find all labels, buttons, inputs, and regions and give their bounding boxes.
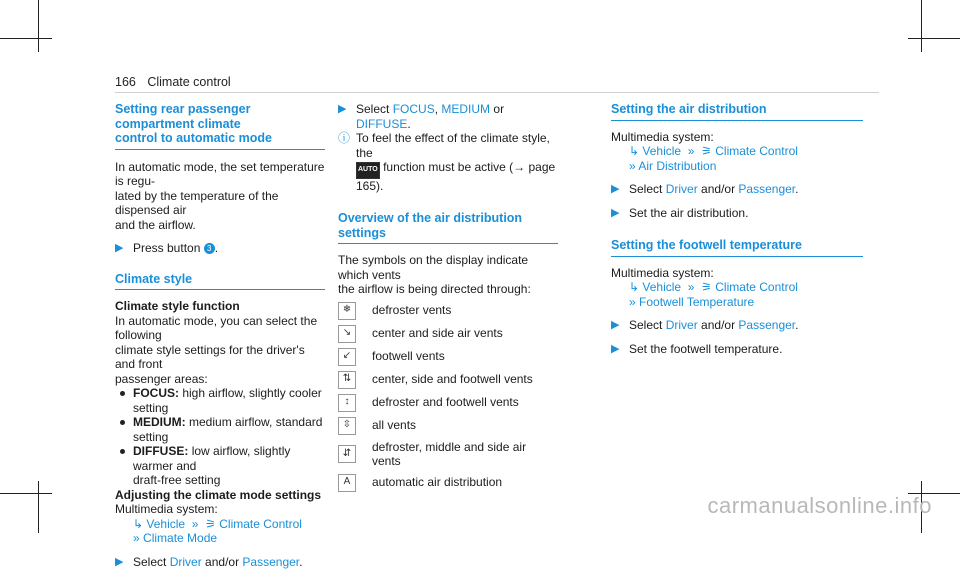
- header-rule: [115, 92, 879, 93]
- nav-path: » Footwell Temperature: [611, 295, 863, 310]
- symbol-row: ↘ center and side air vents: [338, 325, 558, 343]
- defrost-vents-icon: ❄: [338, 302, 356, 320]
- step-select: ▶ Select Driver and/or Passenger.: [611, 182, 863, 197]
- climate-icon: ⚞: [701, 144, 712, 158]
- column-left: Setting rear passenger compartment climate control to automatic mode In automatic mode, the set temperature is regu- lated by the temperature of the dispensed air and the airflow. ▶ Press button 3 . Climate style Climate style function In automatic mode, you can select the following climate style settings for the driver's and front passenger areas: FOCUS: high airflow, slightly cooler setting MEDIUM: medium airflow, standard setting DIFFUSE: low airflow, slightly warmer and draft-free setting Adjusting the climate mode settings Multimedia system: ↳ Vehicle » ⚞ Climate Control » Climate Mode ▶ Select Driver and/or Passenger.: [115, 102, 325, 569]
- crop-mark: [38, 0, 39, 52]
- symbol-row: ⇅ center, side and footwell vents: [338, 371, 558, 389]
- step-select-style: ▶ Select FOCUS, MEDIUM or DIFFUSE.: [338, 102, 558, 131]
- section-heading-climate-style: Climate style: [115, 272, 325, 291]
- auto-icon: AUTO: [356, 162, 380, 179]
- step-select: ▶ Select Driver and/or Passenger.: [115, 555, 325, 569]
- column-right: Setting the air distribution Multimedia system: ↳ Vehicle » ⚞ Climate Control » Air Distribution ▶ Select Driver and/or Passenger. ▶ Set the air distribution. Setting the footwell temperature Multimedia system: ↳ Vehicle » ⚞ Climate Control » Footwell Temperature ▶ Select Driver and/or Passenger. ▶ Set the footwell temperature.: [611, 102, 863, 356]
- step-select: ▶ Select Driver and/or Passenger.: [611, 318, 863, 333]
- info-icon: ⓘ: [338, 131, 350, 146]
- footwell-vents-icon: ↙: [338, 348, 356, 366]
- section-heading-overview: Overview of the air distribution settings: [338, 211, 558, 244]
- symbol-list: [338, 302, 558, 492]
- subheading: Adjusting the climate mode settings: [115, 488, 325, 503]
- page-header: [115, 75, 231, 89]
- button-callout: 3: [204, 243, 215, 254]
- list-item: DIFFUSE: low airflow, slightly warmer and: [115, 444, 325, 473]
- step-set-air: ▶ Set the air distribution.: [611, 206, 863, 221]
- auto-distribution-icon: A: [338, 474, 356, 492]
- climate-icon: ⚞: [701, 280, 712, 294]
- nav-path: ↳ Vehicle » ⚞ Climate Control: [611, 280, 863, 295]
- info-note: ⓘ To feel the effect of the climate style, the AUTO function must be active (→ page 165).: [338, 131, 558, 193]
- center-side-vents-icon: ↘: [338, 325, 356, 343]
- symbol-row: ↙ footwell vents: [338, 348, 558, 366]
- all-vents-icon: ⇳: [338, 417, 356, 435]
- crop-mark: [0, 38, 52, 39]
- defrost-middle-side-icon: ⇵: [338, 445, 356, 463]
- section-heading-footwell: Setting the footwell temperature: [611, 238, 863, 257]
- page-number: 166: [115, 75, 136, 89]
- nav-path: » Climate Mode: [115, 531, 325, 546]
- watermark: carmanualsonline.info: [707, 493, 932, 519]
- symbol-row: ↕ defroster and footwell vents: [338, 394, 558, 412]
- nav-path: ↳ Vehicle » ⚞ Climate Control: [611, 144, 863, 159]
- crop-mark: [908, 38, 960, 39]
- symbol-row: ⇵ defroster, middle and side air vents: [338, 440, 558, 469]
- nav-path: ↳ Vehicle » ⚞ Climate Control: [115, 517, 325, 532]
- list-item: FOCUS: high airflow, slightly cooler setting: [115, 386, 325, 415]
- step-set-footwell: ▶ Set the footwell temperature.: [611, 342, 863, 357]
- nav-path: » Air Distribution: [611, 159, 863, 174]
- step-arrow-icon: ▶: [115, 241, 123, 256]
- center-side-footwell-icon: ⇅: [338, 371, 356, 389]
- defrost-footwell-icon: ↕: [338, 394, 356, 412]
- climate-icon: ⚞: [205, 517, 216, 531]
- chapter-title: Climate control: [147, 75, 230, 89]
- subheading: Climate style function: [115, 299, 325, 314]
- symbol-row: ⇳ all vents: [338, 417, 558, 435]
- symbol-row: ❄ defroster vents: [338, 302, 558, 320]
- crop-mark: [0, 493, 52, 494]
- section-heading-air-distribution: Setting the air distribution: [611, 102, 863, 121]
- crop-mark: [38, 481, 39, 533]
- symbol-row: A automatic air distribution: [338, 474, 558, 492]
- section-heading: Setting rear passenger compartment climate control to automatic mode: [115, 102, 325, 150]
- list-item: MEDIUM: medium airflow, standard setting: [115, 415, 325, 444]
- step-press-button: ▶ Press button 3 .: [115, 241, 325, 256]
- crop-mark: [921, 0, 922, 52]
- column-middle: ▶ Select FOCUS, MEDIUM or DIFFUSE. ⓘ To feel the effect of the climate style, the AUTO function must be active (→ page 165). Overview of the air distribution settings The symbols on the display indicate which vents the airflow is being directed through: ❄ defroster vents ↘ center and side air vents ↙ footwell vents ⇅ center, side and footwell vents ↕ defroster and footwell vents ⇳ all vents ⇵ defroster, middle and side air vents A automatic air distribution: [338, 102, 558, 497]
